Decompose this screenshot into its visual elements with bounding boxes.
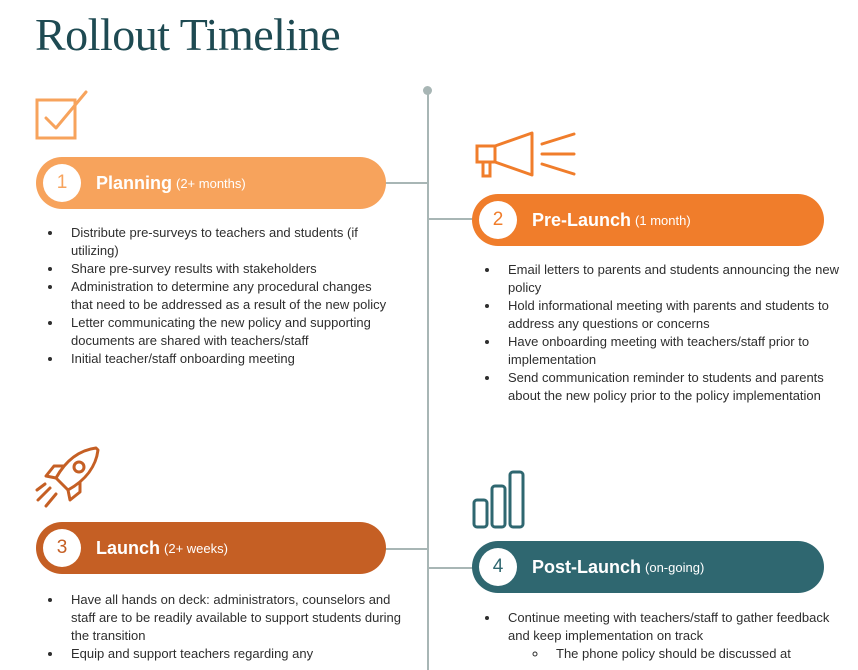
- list-item: • Administration to determine any procedural changes that need to be addressed as a result of the new policy: [63, 278, 393, 314]
- sub-list: [508, 645, 845, 663]
- list-item: • Send communication reminder to students and parents about the new policy prior to the policy implementation: [500, 369, 845, 405]
- phase-number: 3: [43, 529, 81, 567]
- list-item: • Have onboarding meeting with teachers/staff prior to implementation: [500, 333, 845, 369]
- list-item: • Hold informational meeting with parents and students to address any questions or concerns: [500, 297, 845, 333]
- phase-duration: (2+ months): [176, 175, 246, 191]
- postlaunch-items: [482, 609, 845, 663]
- list-item: • Letter communicating the new policy and supporting documents are shared with teachers/staff: [63, 314, 393, 350]
- list-item-text: Continue meeting with teachers/staff to gather feedback and keep implementation on track: [508, 610, 830, 643]
- phase-number: 2: [479, 201, 517, 239]
- phase-planning-pill: [36, 157, 386, 209]
- list-item: • Distribute pre-surveys to teachers and students (if utilizing): [63, 224, 393, 260]
- prelaunch-items: [482, 261, 845, 405]
- megaphone-icon: [474, 130, 578, 182]
- list-item: • Share pre-survey results with stakeholders: [63, 260, 393, 278]
- phase-name: Launch: [96, 537, 161, 558]
- phase-name: Post-Launch: [532, 556, 642, 577]
- list-item: • Initial teacher/staff onboarding meeting: [63, 350, 393, 368]
- list-item: • Email letters to parents and students announcing the new policy: [500, 261, 845, 297]
- phase-duration: (on-going): [645, 559, 705, 575]
- phase-launch-pill: [36, 522, 386, 574]
- phase-number: 1: [43, 164, 81, 202]
- timeline-connector-4: [428, 567, 474, 569]
- list-item: • Have all hands on deck: administrators, counselors and staff are to be readily available to support students during the transition: [63, 591, 408, 645]
- launch-items: [45, 591, 408, 663]
- list-item: [500, 609, 845, 663]
- sub-list-item: ◦ The phone policy should be discussed at: [548, 645, 845, 663]
- phase-name: Pre-Launch: [532, 209, 632, 230]
- page-title: Rollout Timeline: [35, 9, 341, 60]
- phase-name: Planning: [96, 172, 172, 193]
- bar-chart-icon: [472, 470, 528, 530]
- planning-items: [45, 224, 393, 368]
- timeline-line: [427, 90, 429, 670]
- checkbox-icon: [34, 88, 90, 144]
- rocket-icon: [34, 444, 102, 512]
- timeline-connector-2: [428, 218, 474, 220]
- phase-prelaunch-pill: [472, 194, 824, 246]
- timeline-connector-3: [384, 548, 428, 550]
- phase-duration: (1 month): [635, 212, 691, 228]
- phase-number: 4: [479, 548, 517, 586]
- timeline-connector-1: [384, 182, 428, 184]
- list-item: • Equip and support teachers regarding any: [63, 645, 408, 663]
- phase-duration: (2+ weeks): [164, 540, 228, 556]
- timeline-start-dot: [423, 86, 432, 95]
- phase-postlaunch-pill: [472, 541, 824, 593]
